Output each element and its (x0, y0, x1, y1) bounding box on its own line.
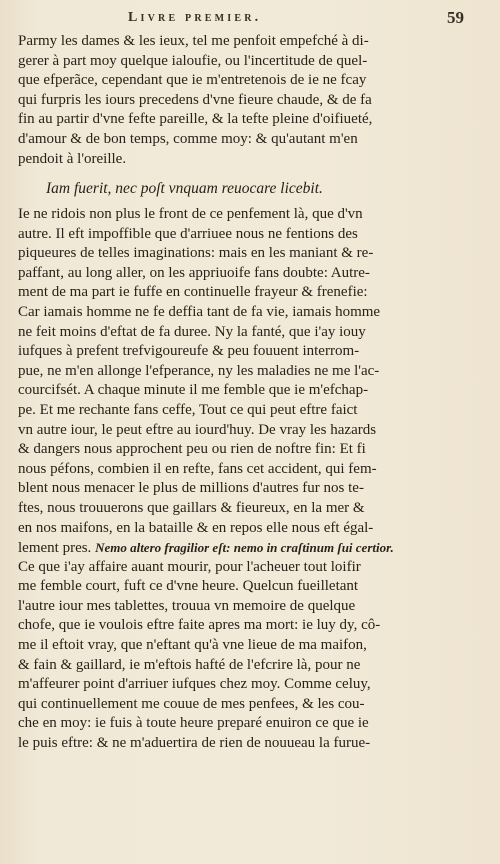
text-line: & fain & gaillard, ie m'eftois hafté de l'efcrire là, pour ne (18, 656, 361, 673)
text-line: nous péfons, combien il en refte, fans cet accident, qui fem- (18, 460, 377, 477)
text-line: pendoit à l'oreille. (18, 150, 127, 167)
text-line: que efperãce, cependant que ie m'entretenois de ie ne fcay (18, 72, 367, 89)
text-line: & dangers nous approchent peu ou rien de noftre fin: Et fi (18, 441, 366, 458)
text-line: me il eftoit vray, que n'eftant qu'à vne lieue de ma maifon, (18, 637, 367, 654)
text-line: ftes, nous trouuerons que gaillars & fieureux, en la mer & (18, 499, 365, 516)
paragraph-2 (18, 205, 474, 754)
text-line: le puis eftre: & ne m'aduertira de rien de nouueau la furue- (18, 735, 371, 752)
text-line: qui continuellement me couue de mes penfees, & les cou- (18, 695, 365, 712)
inline-latin-quote: Nemo altero fragilior eſt: nemo in craſtinum ſui certior. (95, 540, 394, 556)
text-line: gerer à part moy quelque ialoufie, ou l'incertitude de quel- (18, 52, 368, 69)
latin-quote: Iam fuerit, nec poſt vnquam reuocare licebit. (46, 180, 323, 197)
text-line: iufques à prefent trefvigoureufe & peu fouuent interrom- (18, 343, 360, 360)
text-line: me femble court, fuft ce d'vne heure. Quelcun fueilletant (18, 578, 359, 595)
text-line: che en moy: ie fuis à toute heure preparé enuiron ce que ie (18, 715, 369, 732)
text-line: qui furpris les iours precedens d'vne fieure chaude, & de fa (18, 91, 372, 108)
text-line: pue, ne m'en allonge l'efperance, ny les maladies ne me l'ac- (18, 362, 380, 379)
text-line: vn autre iour, le peut eftre au iourd'huy. De vray les hazards (18, 421, 377, 438)
text-line: Car iamais homme ne fe deffia tant de fa vie, iamais homme (18, 303, 381, 320)
text-line: ne feit moins d'eftat de fa duree. Ny la fanté, que i'ay iouy (18, 323, 366, 340)
page-header (0, 8, 500, 30)
text-line: fin au partir d'vne fefte pareille, & la tefte pleine d'oifiueté, (18, 111, 373, 128)
text-line: autre. Il eft impoffible que d'arriuee nous ne fentions des (18, 225, 358, 242)
text-line: courcifsét. A chaque minute il me femble que ie m'efchap- (18, 382, 369, 399)
text-fragment: lement pres. (18, 540, 92, 557)
text-line: Parmy les dames & les ieux, tel me penfoit empefché à di- (18, 33, 369, 49)
text-line: l'autre iour mes tablettes, trouua vn memoire de quelque (18, 597, 356, 614)
text-line: pe. Et me rechante fans ceffe, Tout ce qui peut eftre faict (18, 401, 358, 418)
text-line: paffant, au long aller, on les appriuoife fans doubte: Autre- (18, 264, 370, 281)
text-line: d'amour & de bon temps, comme moy: & qu'autant m'en (18, 130, 358, 147)
text-line: m'affeurer point d'arriuer iufques chez moy. Comme celuy, (18, 676, 371, 693)
text-line: piqueures de telles imaginations: mais en les maniant & re- (18, 245, 374, 262)
text-line: ment de ma part ie fuffe en continuelle frayeur & frenefie: (18, 284, 368, 301)
text-line: en nos maifons, en la bataille & en repos elle nous eft égal- (18, 519, 374, 536)
text-line: Ie ne ridois non plus le front de ce penfement là, que d'vn (18, 206, 363, 222)
paragraph-1 (18, 32, 474, 169)
text-line: chofe, que ie voulois eftre faite apres ma mort: ie luy dy, cô- (18, 617, 381, 634)
text-line: blent nous menacer le plus de millions d'autres fur nos te- (18, 480, 364, 497)
text-line: Ce que i'ay affaire auant mourir, pour l'acheuer tout loifir (18, 558, 361, 575)
running-title: Livre premier. (128, 10, 262, 25)
page-number: 59 (447, 8, 464, 27)
text-line-with-latin (18, 538, 474, 558)
